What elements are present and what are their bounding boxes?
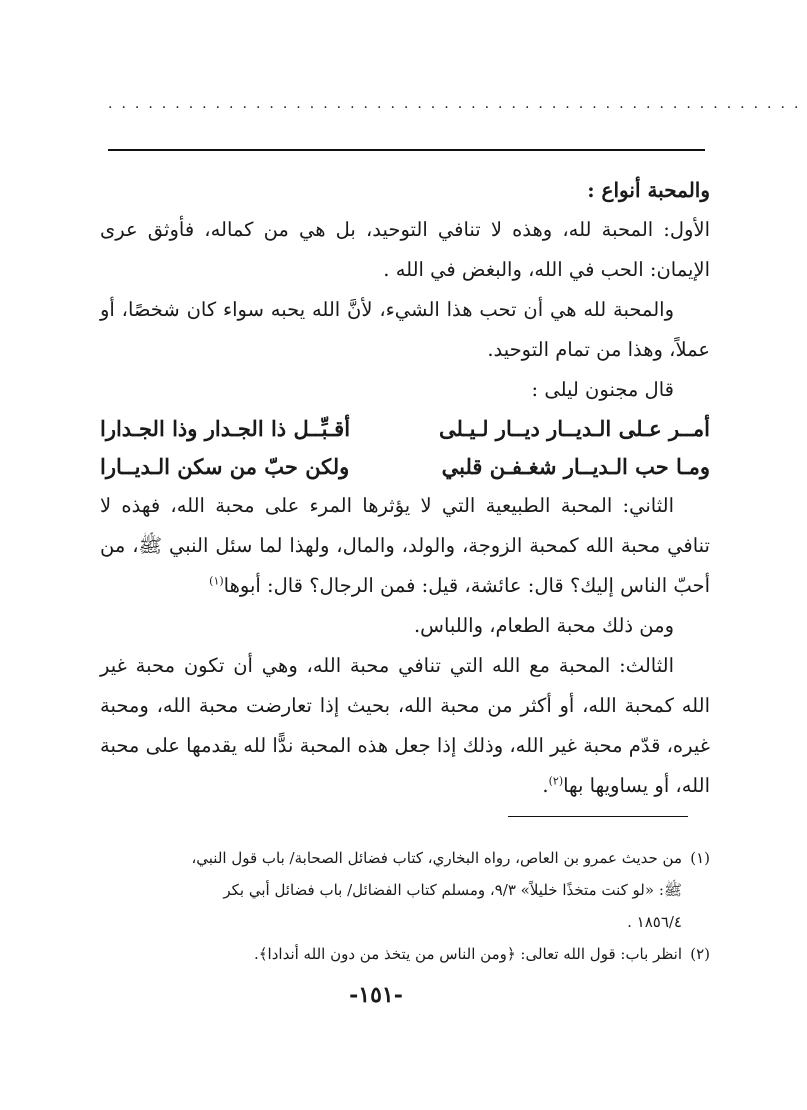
- poem-intro: قال مجنون ليلى :: [531, 378, 674, 401]
- header-rule: [108, 149, 705, 151]
- footnotes: [100, 842, 710, 970]
- footnote-1-line-1: من حديث عمرو بن العاص، رواه البخاري، كتاب فضائل الصحابة/ باب قول النبي،: [191, 849, 682, 867]
- poem-line-1-second-hemistich: أقـبِّــل ذا الجـدار وذا الجـدارا: [100, 416, 351, 441]
- poem-line-1-first-hemistich: أمــر عـلى الـديــار ديــار لـيـلى: [439, 416, 710, 441]
- paragraph-third-type-end: .: [542, 774, 549, 797]
- poem-line-1: [100, 410, 710, 448]
- poem-line-2-second-hemistich: ولكن حبّ من سكن الـديــارا: [100, 454, 350, 479]
- paragraph-second-type-text: الثاني: المحبة الطبيعية التي لا يؤثرها المرء على محبة الله، فهذه لا تنافي محبة الله كمحبة الزوجة، والولد، والمال، ولهذا لما سئل النبي ﷺ، من أحبّ الناس إليك؟ قال: عائشة، قيل: فمن الرجال؟ قال: أبوها: [100, 494, 710, 597]
- footnote-1-number: (١): [690, 849, 710, 867]
- footnote-2-number: (٢): [690, 945, 710, 963]
- paragraph-food-clothing: ومن ذلك محبة الطعام، واللباس.: [413, 614, 674, 637]
- footnote-2: [100, 938, 710, 970]
- poem-line-2: [100, 448, 710, 486]
- section-heading: والمحبة أنواع :: [587, 178, 710, 202]
- paragraph-third-type: [100, 646, 710, 806]
- footnote-ref-1[interactable]: (١): [209, 574, 224, 588]
- paragraph-first-type: الأول: المحبة لله، وهذه لا تنافي التوحيد، بل هي من كماله، فأوثق عرى الإيمان: الحب في الله، والبغض في الله .: [100, 218, 710, 281]
- footnote-1-line-2: ﷺ: «لو كنت متخذًا خليلاً» ٩/٣، ومسلم كتاب الفضائل/ باب فضائل أبي بكر: [223, 881, 682, 899]
- page-number: -١٥١-: [349, 982, 403, 1008]
- paragraph-second-type: [100, 486, 710, 606]
- paragraph-love-for-allah: والمحبة لله هي أن تحب هذا الشيء، لأنَّ الله يحبه سواء كان شخصًا، أو عملاً، وهذا من تمام التوحيد.: [100, 298, 710, 361]
- poem: [100, 410, 710, 486]
- footnote-2-text: انظر باب: قول الله تعالى: ﴿ومن الناس من يتخذ من دون الله أندادا﴾.: [254, 945, 682, 963]
- paragraph-third-type-text: الثالث: المحبة مع الله التي تنافي محبة الله، وهي أن تكون محبة غير الله كمحبة الله، أو أكثر من محبة الله، بحيث إذا تعارضت محبة الله، ومحبة غيره، قدّم محبة غير الله، وذلك إذا جعل هذه المحبة ندًّا لله يقدمها على محبة الله، أو يساويها بها: [100, 654, 710, 797]
- footnote-ref-2[interactable]: (٢): [548, 774, 564, 788]
- footnote-1: [100, 842, 710, 874]
- footnote-separator: [508, 816, 688, 817]
- main-text: [100, 170, 710, 806]
- footnote-1-line-3: ١٨٥٦/٤ .: [627, 913, 682, 931]
- poem-line-2-first-hemistich: ومـا حب الـديــار شغـفـن قلبي: [441, 454, 710, 479]
- top-dotted-rule: ....................................................: [108, 96, 807, 112]
